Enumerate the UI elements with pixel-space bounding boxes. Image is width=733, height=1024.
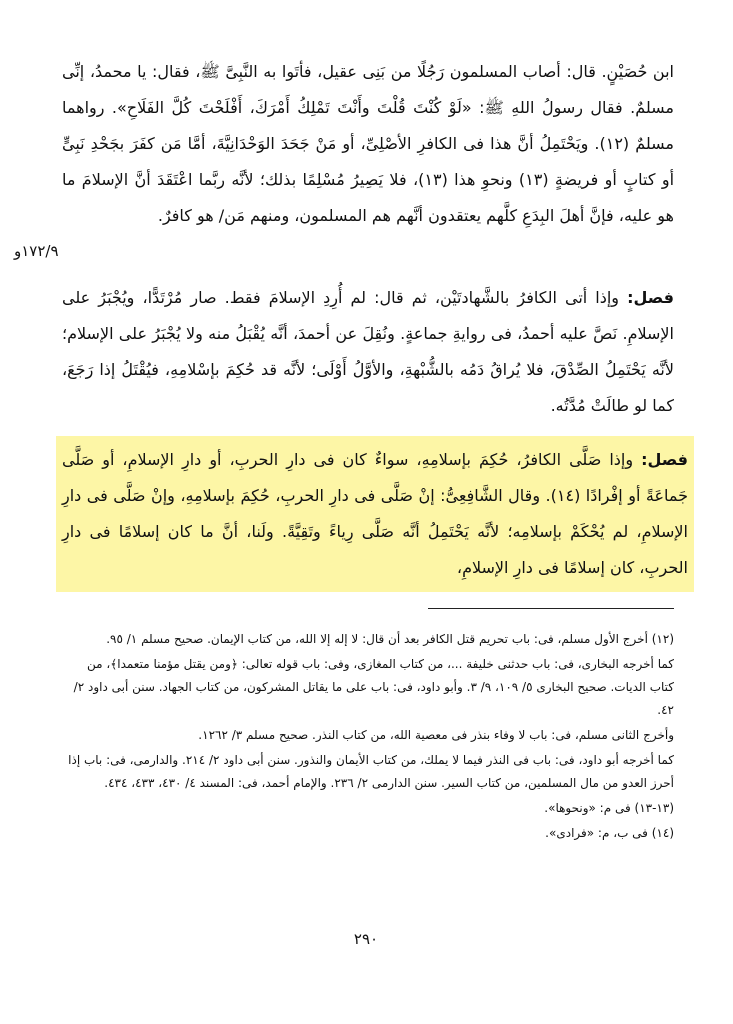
footnote: كما أخرجه البخارى، فى: باب حدثنى خليفة ...، من كتاب المغازى، وفى: باب قوله تعالى: ﴿ومن يقتل مؤمنا متعمدا﴾، من كتاب الديات. صحيح البخارى ٥/ ١٠٩، ٩/ ٣. وأبو داود، فى: باب على ما يقاتل المشركون، من كتاب الجهاد. سنن أبى داود ٢/ ٤٢. (73, 657, 674, 717)
paragraph-1-text: ابن حُصَيْنٍ. قال: أصاب المسلمون رَجُلًا من بَنِى عقيل، فأتَوا به النَّبِىَّ ﷺ، فقال: يا محمدُ، إنِّى مسلمٌ. فقال رسولُ اللهِ ﷺ: «لَوْ كُنْتَ قُلْتَ وأَنْتَ تَمْلِكُ أَمْرَكَ، أَفْلَحْتَ كُلَّ الفَلَاحِ». رواهما مسلمٌ (١٢). ويَحْتَمِلُ أنَّ هذا فى الكافرِ الأصْلِىِّ، أو مَنْ جَحَدَ الوَحْدَانِيَّةَ، أمَّا مَن كفَرَ بجَحْدِ نَبِىٍّ أو كتابٍ أو فريضةٍ (١٣) ونحوِ هذا (١٣)، فلا يَصِيرُ مُسْلِمًا بذلك؛ لأنَّه ربَّما اعْتَقَدَ أنَّ الإسلامَ ما هو عليه، فإنَّ أهلَ البِدَعِ كلَّهم يعتقدون أنَّهم هم المسلمون، ومنهم مَن/ هو كافرٌ. (62, 62, 675, 225)
page-number: ٢٩٠ (353, 930, 379, 948)
footnote-divider (428, 608, 674, 609)
footnotes (62, 628, 674, 847)
footnote: (١٣-١٣) فى م: «ونحوها». (544, 801, 674, 815)
highlighted-paragraph (56, 436, 694, 592)
footnote: وأخرج الثانى مسلم، فى: باب لا وفاء بنذر فى معصية الله، من كتاب النذر. صحيح مسلم ٣/ ١٢٦٢. (198, 728, 674, 742)
section-label-fasl-highlighted: فصل: (641, 450, 688, 469)
margin-manuscript-reference: ١٧٢/٩و (14, 242, 59, 260)
section-label-fasl: فصل: (627, 288, 674, 307)
paragraph-3-text: وإذا صَلَّى الكافرُ، حُكِمَ بإسلامِهِ، سواءٌ كان فى دارِ الحربِ، أو دارِ الإسلامِ، أو صَلَّى جَماعَةً أو إفْرادًا (١٤). وقال الشَّافِعِىُّ: إنْ صَلَّى فى دارِ الحربِ، حُكِمَ بإسلامِهِ، وإنْ صَلَّى فى دارِ الإسلامِ، لم يُحْكَمْ بإسلامِه؛ لأنَّه يَحْتَمِلُ أنَّه صَلَّى رِياءً وتَقِيَّةً. ولَنا، أنَّ ما كان إسلامًا فى دارِ الحربِ، كان إسلامًا فى دارِ الإسلامِ، (62, 450, 689, 577)
paragraph-1 (62, 54, 674, 234)
footnote: (١٢) أخرج الأول مسلم، فى: باب تحريم قتل الكافر بعد أن قال: لا إله إلا الله، من كتاب الإيمان. صحيح مسلم ١/ ٩٥. (106, 632, 674, 646)
footnote: (١٤) فى ب، م: «فرادى». (545, 826, 674, 840)
paragraph-2-text: وإذا أتى الكافرُ بالشَّهادتَيْن، ثم قال: لم أُرِدِ الإسلامَ فقط. صار مُرْتَدًّا، ويُجْبَرُ على الإسلامِ. نَصَّ عليه أحمدُ، فى روايةِ جماعةٍ. ونُقِلَ عن أحمدَ، أنَّه يُقْبَلُ منه ولا يُجْبَرُ على الإسلام؛ لأنَّه يَحْتَمِلُ الصِّدْقَ، فلا يُراقُ دَمُه بالشُّبْهةِ، والأوَّلُ أَوْلَى؛ لأنَّه قد حُكِمَ بإسْلامِهِ، فيُقْتَلُ إذا رَجَعَ، كما لو طالَتْ مُدَّتُه. (62, 288, 674, 415)
paragraph-2 (62, 280, 674, 424)
footnote: كما أخرجه أبو داود، فى: باب فى النذر فيما لا يملك، من كتاب الأيمان والنذور. سنن أبى داود ٢/ ٢١٤. والدارمى، فى: باب إذا أحرز العدو من مال المسلمين، من كتاب السير. سنن الدارمى ٢/ ٢٣٦. والإمام أحمد، فى: المسند ٤/ ٤٣٠، ٤٣٣، ٤٣٤. (68, 753, 674, 790)
